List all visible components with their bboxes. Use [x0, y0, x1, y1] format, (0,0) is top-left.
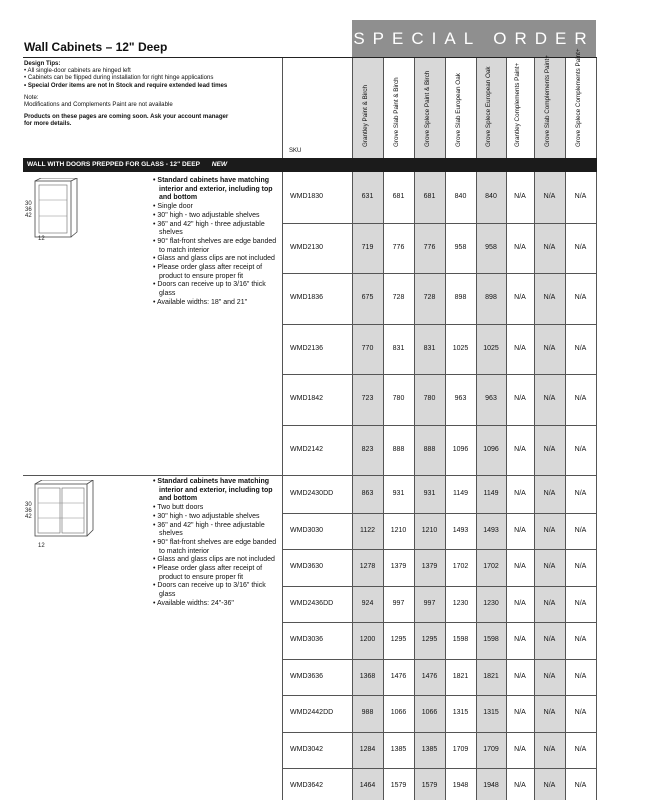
price-cell: 823 — [361, 445, 374, 453]
price-cell: 988 — [361, 709, 374, 717]
price-cell: N/A — [574, 782, 587, 790]
price-cell: N/A — [574, 344, 587, 352]
tips-heading: Design Tips: — [24, 60, 61, 67]
price-cell: 776 — [423, 243, 436, 251]
price-cell: 963 — [485, 395, 497, 403]
price-cell: 1200 — [359, 636, 376, 644]
feature-item: • Standard cabinets have matching interior and exterior, including top and bottom — [153, 478, 283, 504]
price-cell: 997 — [423, 599, 436, 607]
price-cell: 780 — [392, 395, 405, 403]
price-cell: 1230 — [483, 599, 499, 607]
feature-list — [153, 177, 283, 308]
price-cell: 1096 — [483, 445, 499, 453]
price-cell: 1368 — [359, 672, 376, 680]
row-divider — [282, 223, 597, 224]
row-divider — [282, 374, 597, 375]
price-cell: N/A — [543, 599, 556, 607]
price-cell: N/A — [543, 490, 556, 498]
price-cell: N/A — [514, 636, 526, 644]
sku-cell: WMD1836 — [290, 294, 324, 302]
price-cell: 840 — [485, 193, 497, 201]
price-cell: 831 — [392, 344, 405, 352]
sku-cell: WMD3642 — [290, 782, 324, 790]
price-cell: N/A — [543, 563, 556, 571]
price-cell: 1122 — [359, 526, 376, 534]
price-cell: 1379 — [421, 563, 438, 571]
price-cell: 1821 — [483, 672, 499, 680]
price-cell: 1579 — [421, 782, 438, 790]
feature-item: • 30" high - two adjustable shelves — [153, 212, 283, 221]
price-cell: N/A — [514, 490, 526, 498]
price-cell: 1149 — [483, 490, 499, 498]
price-cell: 888 — [423, 445, 436, 453]
price-cell: N/A — [543, 193, 556, 201]
finish-name: Grove Slab European Oak — [454, 73, 462, 147]
special-order-banner: SPECIAL ORDER — [352, 20, 596, 58]
price-cell: 1385 — [421, 745, 438, 753]
price-cell: 1025 — [483, 344, 499, 352]
sku-cell: WMD3042 — [290, 745, 324, 753]
price-cell: 1579 — [390, 782, 407, 790]
height-dimensions: 30 36 42 — [25, 502, 32, 520]
price-cell: N/A — [514, 563, 526, 571]
feature-item: • Single door — [153, 203, 283, 212]
price-cell: 831 — [423, 344, 436, 352]
price-cell: N/A — [543, 745, 556, 753]
finish-name: Grove Slab Complements Paint+ — [543, 55, 551, 147]
price-cell: N/A — [574, 193, 587, 201]
sku-cell: WMD3036 — [290, 636, 324, 644]
feature-list — [153, 478, 283, 609]
price-cell: 963 — [454, 395, 467, 403]
row-divider — [282, 324, 597, 325]
sku-cell: WMD3630 — [290, 563, 324, 571]
feature-item: • Standard cabinets have matching interior and exterior, including top and bottom — [153, 177, 283, 203]
sku-cell: WMD1842 — [290, 395, 324, 403]
feature-item: • Doors can receive up to 3/16" thick glass — [153, 582, 283, 599]
price-cell: 958 — [485, 243, 497, 251]
price-cell: N/A — [574, 563, 587, 571]
price-cell: 931 — [392, 490, 405, 498]
note-text: Modifications and Complements Paint are not available — [24, 101, 173, 109]
finish-name: Grove Slab Paint & Birch — [392, 77, 400, 147]
price-cell: 1278 — [359, 563, 376, 571]
tip-item: • Cabinets can be flipped during installation for right hinge applications — [24, 74, 282, 81]
price-cell: N/A — [574, 395, 587, 403]
sku-cell: WMD2130 — [290, 243, 324, 251]
finish-name: Grantley Paint & Birch — [361, 85, 369, 147]
row-divider — [282, 768, 597, 769]
feature-item: • 90° flat-front shelves are edge banded to match interior — [153, 238, 283, 255]
price-cell: N/A — [574, 294, 587, 302]
price-cell: 1295 — [421, 636, 438, 644]
price-cell: 931 — [423, 490, 436, 498]
price-cell: 770 — [361, 344, 374, 352]
feature-item: • Glass and glass clips are not included — [153, 556, 283, 565]
price-cell: 1379 — [390, 563, 407, 571]
design-tips — [24, 60, 282, 128]
price-cell: N/A — [514, 445, 526, 453]
price-cell: 1821 — [452, 672, 469, 680]
price-cell: N/A — [574, 599, 587, 607]
price-cell: 1598 — [452, 636, 469, 644]
price-cell: 898 — [485, 294, 497, 302]
sku-cell: WMD2436DD — [290, 599, 334, 607]
price-cell: 719 — [361, 243, 374, 251]
price-cell: 1295 — [390, 636, 407, 644]
sku-cell: WMD3030 — [290, 526, 324, 534]
price-cell: 1493 — [452, 526, 469, 534]
price-cell: 1284 — [359, 745, 376, 753]
price-cell: N/A — [514, 294, 526, 302]
finish-column-header — [383, 58, 414, 158]
price-cell: N/A — [574, 672, 587, 680]
feature-item: • 30" high - two adjustable shelves — [153, 513, 283, 522]
price-cell: 780 — [423, 395, 436, 403]
row-divider — [282, 549, 597, 550]
price-cell: N/A — [543, 344, 556, 352]
price-cell: 1149 — [452, 490, 469, 498]
section-title: WALL WITH DOORS PREPPED FOR GLASS - 12" DEEP — [27, 161, 200, 168]
products-note: Products on these pages are coming soon. Ask your account manager — [24, 113, 229, 121]
finish-name: Grove Splece Paint & Birch — [423, 70, 431, 147]
price-cell: N/A — [543, 294, 556, 302]
price-cell: 1948 — [483, 782, 499, 790]
price-cell: N/A — [574, 709, 587, 717]
finish-name: Grove Splece Complements Paint+ — [574, 48, 582, 147]
finish-column-header — [565, 48, 596, 158]
price-cell: 863 — [361, 490, 374, 498]
price-cell: 1210 — [421, 526, 438, 534]
tip-item: • All single-door cabinets are hinged left — [24, 67, 282, 74]
price-cell: N/A — [574, 243, 587, 251]
price-cell: N/A — [514, 782, 526, 790]
note-heading: Note: — [24, 93, 39, 101]
price-cell: 1315 — [483, 709, 499, 717]
row-divider — [282, 622, 597, 623]
sku-cell: WMD1830 — [290, 193, 324, 201]
price-cell: N/A — [574, 526, 587, 534]
finish-column-header — [352, 58, 383, 158]
row-divider — [282, 513, 597, 514]
price-cell: N/A — [514, 709, 526, 717]
price-cell: 1493 — [483, 526, 499, 534]
finish-column-header — [445, 58, 476, 158]
tip-item: • Special Order items are not In Stock and require extended lead times — [24, 82, 282, 89]
price-cell: 924 — [361, 599, 374, 607]
price-cell: 1709 — [452, 745, 469, 753]
price-cell: N/A — [574, 445, 587, 453]
sku-cell: WMD3636 — [290, 672, 324, 680]
feature-item: • Available widths: 18" and 21" — [153, 299, 283, 308]
sku-cell: WMD2442DD — [290, 709, 334, 717]
finish-name: Grantley Complements Paint+ — [514, 62, 521, 147]
price-cell: N/A — [574, 490, 587, 498]
price-cell: 1230 — [452, 599, 469, 607]
price-cell: N/A — [543, 526, 556, 534]
price-cell: N/A — [574, 636, 587, 644]
row-divider — [282, 732, 597, 733]
height-dimensions: 30 36 42 — [25, 201, 32, 219]
price-cell: N/A — [543, 445, 556, 453]
feature-item: • Two butt doors — [153, 504, 283, 513]
price-cell: 1948 — [452, 782, 469, 790]
double-door-cabinet-illustration — [33, 480, 95, 544]
feature-item: • Please order glass after receipt of product to ensure proper fit — [153, 264, 283, 281]
price-cell: N/A — [543, 243, 556, 251]
price-cell: 888 — [392, 445, 405, 453]
row-divider — [282, 273, 597, 274]
finish-column-header — [476, 58, 506, 158]
price-cell: N/A — [514, 193, 526, 201]
price-cell: N/A — [514, 243, 526, 251]
row-divider — [282, 586, 597, 587]
feature-item: • 90° flat-front shelves are edge banded to match interior — [153, 539, 283, 556]
new-badge: NEW — [211, 161, 228, 168]
price-cell: 1476 — [390, 672, 407, 680]
price-cell: 1598 — [483, 636, 499, 644]
price-cell: N/A — [574, 745, 587, 753]
price-cell: 958 — [454, 243, 467, 251]
price-cell: N/A — [543, 636, 556, 644]
depth-dimension: 12 — [38, 236, 45, 242]
price-cell: N/A — [514, 745, 526, 753]
sku-cell: WMD2136 — [290, 344, 324, 352]
price-cell: 1066 — [390, 709, 407, 717]
sku-cell: WMD2142 — [290, 445, 324, 453]
price-cell: N/A — [543, 709, 556, 717]
feature-item: • Available widths: 24"-36" — [153, 600, 283, 609]
sku-cell: WMD2430DD — [290, 490, 334, 498]
price-cell: 1210 — [390, 526, 407, 534]
feature-item: • 36" and 42" high - three adjustable shelves — [153, 522, 283, 539]
row-divider — [282, 695, 597, 696]
group-divider — [23, 475, 597, 476]
products-note: for more details. — [24, 120, 72, 128]
price-cell: 723 — [361, 395, 374, 403]
price-cell: 1025 — [452, 344, 469, 352]
price-cell: 1096 — [452, 445, 469, 453]
price-cell: 675 — [361, 294, 374, 302]
feature-item: • Please order glass after receipt of product to ensure proper fit — [153, 565, 283, 582]
depth-dimension: 12 — [38, 543, 45, 549]
row-divider — [282, 659, 597, 660]
price-cell: N/A — [514, 599, 526, 607]
price-cell: 1709 — [483, 745, 499, 753]
feature-item: • Doors can receive up to 3/16" thick glass — [153, 281, 283, 298]
price-cell: 681 — [392, 193, 405, 201]
price-cell: 631 — [361, 193, 374, 201]
price-cell: 840 — [454, 193, 467, 201]
feature-item: • 36" and 42" high - three adjustable shelves — [153, 221, 283, 238]
finish-column-header — [414, 58, 445, 158]
price-cell: 728 — [392, 294, 405, 302]
price-cell: 997 — [392, 599, 405, 607]
row-divider — [282, 425, 597, 426]
price-cell: 776 — [392, 243, 405, 251]
page-title: Wall Cabinets – 12" Deep — [24, 40, 168, 54]
price-cell: 1702 — [483, 563, 499, 571]
price-cell: 1385 — [390, 745, 407, 753]
price-cell: N/A — [514, 672, 526, 680]
price-cell: N/A — [514, 526, 526, 534]
price-cell: N/A — [543, 395, 556, 403]
price-cell: N/A — [514, 344, 526, 352]
price-cell: 681 — [423, 193, 436, 201]
price-cell: 728 — [423, 294, 436, 302]
price-cell: N/A — [543, 672, 556, 680]
price-cell: 1464 — [359, 782, 376, 790]
price-cell: 1476 — [421, 672, 438, 680]
price-cell: N/A — [543, 782, 556, 790]
price-cell: N/A — [514, 395, 526, 403]
finish-column-header — [506, 58, 534, 158]
sku-column-header: SKU — [289, 148, 302, 154]
price-cell: 1066 — [421, 709, 438, 717]
section-header — [23, 158, 597, 172]
finish-column-header — [534, 55, 565, 158]
feature-item: • Glass and glass clips are not included — [153, 255, 283, 264]
price-cell: 898 — [454, 294, 467, 302]
price-cell: 1702 — [452, 563, 469, 571]
price-cell: 1315 — [452, 709, 469, 717]
finish-name: Grove Splece European Oak — [485, 66, 492, 147]
